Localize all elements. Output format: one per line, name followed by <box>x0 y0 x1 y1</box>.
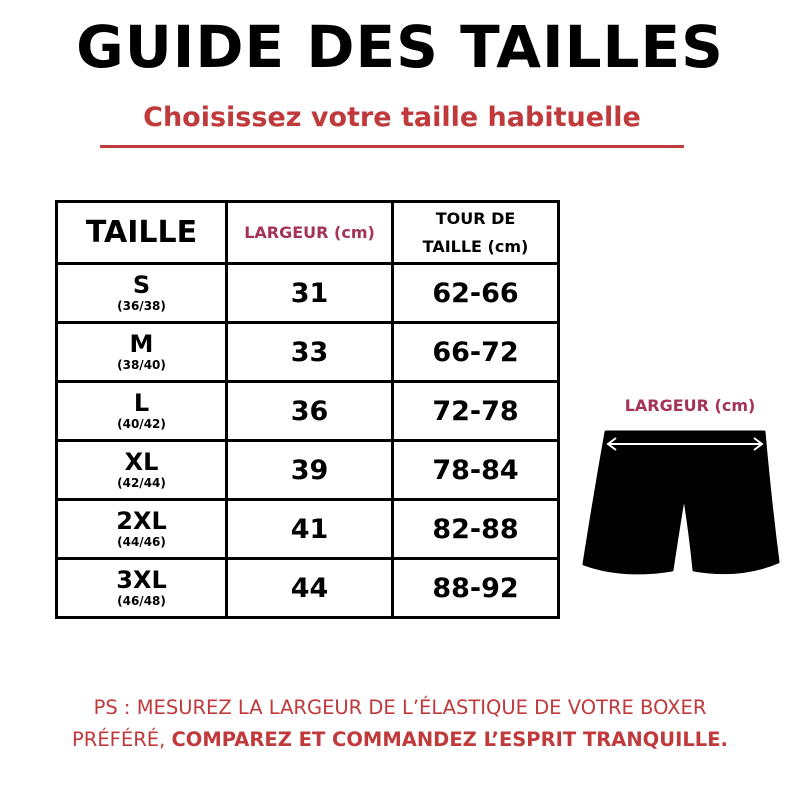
size-eu-equivalent: (44/46) <box>117 535 166 549</box>
size-cell <box>57 500 227 559</box>
size-eu-equivalent: (40/42) <box>117 417 166 431</box>
table-row <box>57 441 559 500</box>
size-name: XL <box>124 448 159 476</box>
size-eu-equivalent: (46/48) <box>117 594 166 608</box>
table-row <box>57 323 559 382</box>
size-eu-equivalent: (38/40) <box>117 358 166 372</box>
header-taille: TAILLE <box>57 202 227 264</box>
largeur-value: 33 <box>227 323 393 382</box>
ps-line1: PS : MESUREZ LA LARGEUR DE L’ÉLASTIQUE DE VOTRE BOXER <box>93 696 707 719</box>
header-tour-line2: TAILLE (cm) <box>422 236 529 256</box>
tour-value: 66-72 <box>393 323 559 382</box>
largeur-value: 36 <box>227 382 393 441</box>
figure-largeur-label: LARGEUR (cm) <box>624 396 756 415</box>
table-row <box>57 264 559 323</box>
size-eu-equivalent: (42/44) <box>117 476 166 490</box>
header-tour-line1: TOUR DE <box>435 208 516 228</box>
table-row <box>57 382 559 441</box>
header-tour-de-taille <box>393 202 559 264</box>
tour-value: 62-66 <box>393 264 559 323</box>
tour-value: 88-92 <box>393 559 559 618</box>
table-header-row <box>57 202 559 264</box>
size-name: S <box>132 271 151 299</box>
subtitle-underline <box>100 145 684 148</box>
largeur-value: 41 <box>227 500 393 559</box>
size-cell <box>57 441 227 500</box>
size-cell <box>57 559 227 618</box>
size-cell <box>57 264 227 323</box>
size-cell <box>57 382 227 441</box>
size-cell <box>57 323 227 382</box>
size-name: 3XL <box>116 566 167 594</box>
ps-line2-regular: PRÉFÉRÉ, <box>72 728 172 751</box>
tour-value: 72-78 <box>393 382 559 441</box>
size-name: L <box>133 389 150 417</box>
largeur-value: 44 <box>227 559 393 618</box>
boxer-shorts-shape <box>584 432 778 573</box>
size-name: M <box>129 330 154 358</box>
table-row <box>57 500 559 559</box>
largeur-value: 31 <box>227 264 393 323</box>
size-name: 2XL <box>116 507 167 535</box>
tour-value: 82-88 <box>393 500 559 559</box>
page-title: GUIDE DES TAILLES <box>76 13 724 81</box>
table-row <box>57 559 559 618</box>
header-largeur: LARGEUR (cm) <box>227 202 393 264</box>
boxer-shorts-icon <box>580 420 780 585</box>
size-table <box>55 200 560 619</box>
page-subtitle: Choisissez votre taille habituelle <box>143 102 641 133</box>
tour-value: 78-84 <box>393 441 559 500</box>
size-eu-equivalent: (36/38) <box>117 299 166 313</box>
ps-line2-bold: COMPAREZ ET COMMANDEZ L’ESPRIT TRANQUILLE. <box>171 728 728 751</box>
ps-note <box>0 692 800 756</box>
largeur-value: 39 <box>227 441 393 500</box>
